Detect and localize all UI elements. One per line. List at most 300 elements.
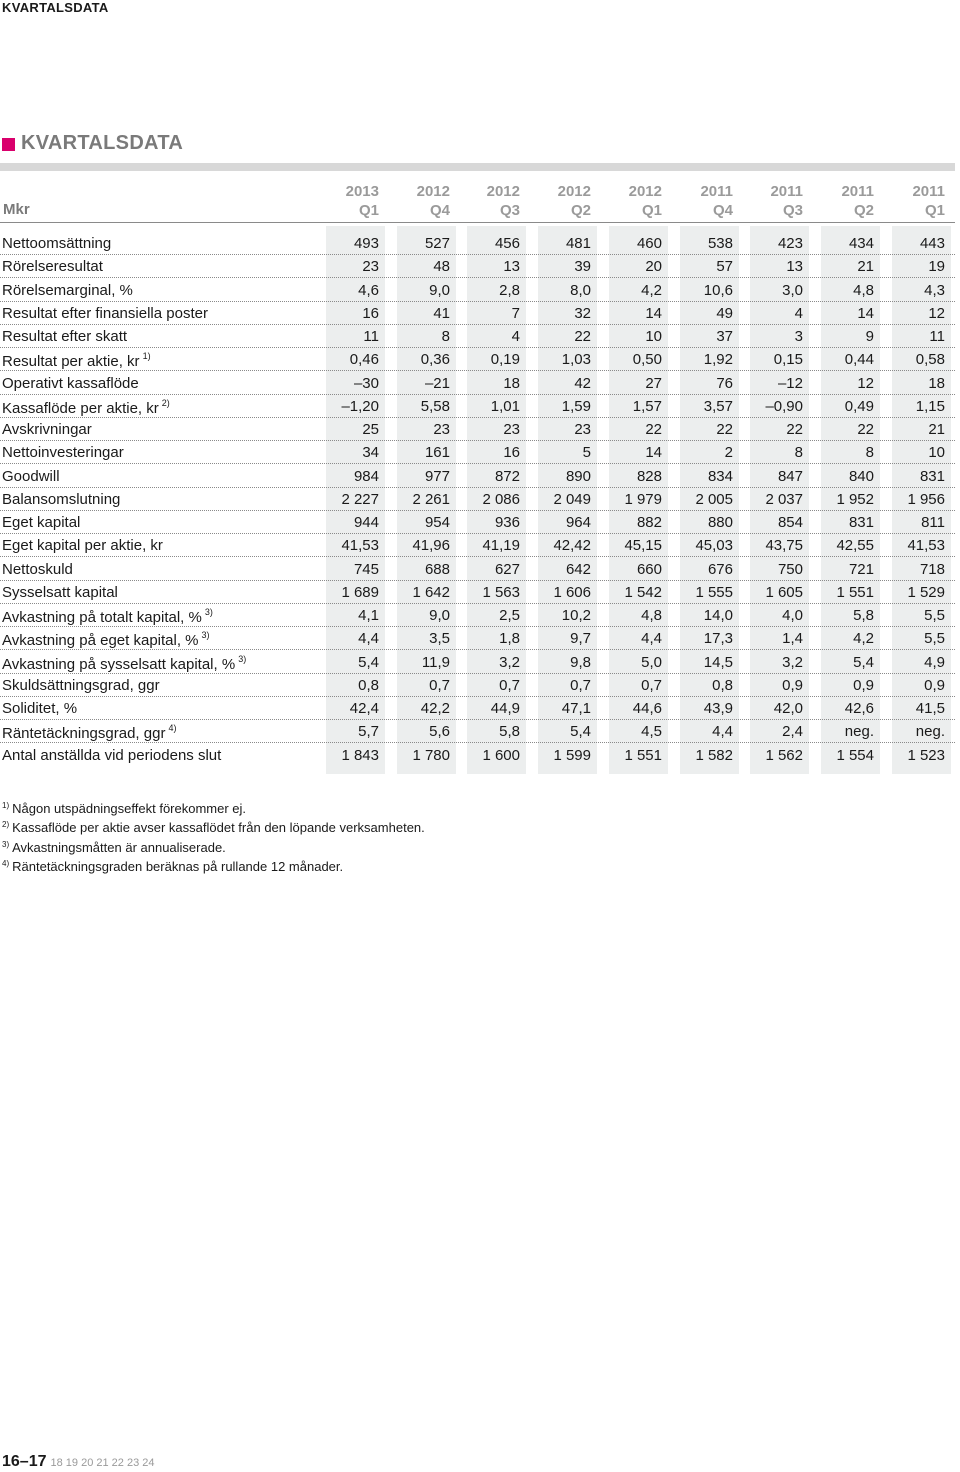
running-header: KVARTALSDATA	[2, 0, 109, 15]
table-cell: 1 529	[907, 583, 945, 601]
footnotes	[2, 798, 425, 875]
table-cell: 4	[511, 328, 520, 345]
table-cell: 5,8	[499, 723, 520, 741]
table-cell: 41,53	[341, 537, 379, 555]
column-year: 2011	[841, 183, 874, 200]
table-cell: 0,44	[844, 351, 874, 369]
table-cell: 13	[786, 258, 803, 276]
column-header	[875, 182, 945, 220]
table-cell: 20	[645, 258, 662, 276]
column-header	[733, 182, 803, 220]
table-cell: 1 555	[695, 583, 733, 601]
table-row	[0, 278, 955, 302]
column-quarter: Q2	[853, 202, 874, 219]
table-cell: 12	[857, 374, 874, 392]
table-cell: 57	[716, 258, 733, 276]
table-cell: 1 551	[624, 746, 662, 764]
table-row	[0, 626, 955, 650]
table-cell: 854	[777, 514, 803, 531]
table-cell: 1,03	[561, 351, 591, 369]
column-header	[380, 182, 450, 220]
table-cell: 1 551	[836, 583, 874, 601]
table-cell: 1 563	[482, 583, 520, 601]
table-row	[0, 464, 955, 488]
table-row	[0, 231, 955, 255]
table-cell: 5,58	[420, 397, 450, 415]
table-cell: 977	[424, 467, 450, 485]
table-cell: 5,4	[570, 723, 591, 741]
row-label: Avkastning på totalt kapital, % $^{3)}$	[2, 607, 213, 626]
row-label: Eget kapital	[2, 514, 81, 531]
table-cell: 25	[362, 421, 379, 438]
table-cell: 43,75	[765, 537, 803, 555]
table-cell: 3,5	[429, 630, 450, 648]
table-cell: 21	[857, 258, 874, 276]
table-cell: 32	[574, 304, 591, 322]
table-cell: 41,53	[907, 537, 945, 555]
table-row	[0, 347, 955, 371]
footnote: $^{1)}$ Någon utspädningseffekt förekommer ej.	[2, 801, 247, 816]
table-row	[0, 371, 955, 395]
table-cell: 890	[565, 467, 591, 485]
table-row	[0, 324, 955, 348]
table-cell: 627	[494, 560, 520, 578]
table-cell: 5,0	[641, 653, 662, 671]
table-cell: 481	[565, 235, 591, 252]
table-cell: 14	[857, 304, 874, 322]
row-label: Goodwill	[2, 467, 60, 485]
table-cell: 14,0	[703, 607, 733, 624]
column-year: 2012	[557, 183, 591, 200]
row-label: Räntetäckningsgrad, ggr $^{4)}$	[2, 723, 177, 743]
table-row	[0, 440, 955, 464]
table-cell: 42,4	[349, 700, 379, 717]
footnote-marker: 4)	[168, 723, 177, 734]
table-cell: –1,20	[341, 397, 379, 415]
table-cell: 34	[362, 444, 379, 462]
table-cell: 423	[777, 235, 803, 252]
table-row	[0, 650, 955, 674]
table-cell: 4,5	[641, 723, 662, 741]
table-cell: 460	[636, 235, 662, 252]
table-cell: 39	[574, 258, 591, 276]
table-cell: 828	[636, 467, 662, 485]
table-cell: –21	[424, 374, 450, 392]
table-cell: 1 599	[553, 746, 591, 764]
table-cell: –30	[353, 374, 379, 392]
row-label: Nettoinvesteringar	[2, 444, 124, 462]
table-cell: 642	[565, 560, 591, 578]
row-label: Sysselsatt kapital	[2, 583, 118, 601]
table-cell: 22	[716, 421, 733, 438]
table-row	[0, 254, 955, 278]
table-cell: 8	[441, 328, 450, 345]
column-year: 2011	[912, 183, 945, 200]
table-cell: 1 979	[624, 490, 662, 508]
table-cell: 11	[929, 328, 945, 345]
table-cell: 1 956	[907, 490, 945, 508]
table-cell: 1 605	[765, 583, 803, 601]
table-cell: 44,9	[490, 700, 520, 717]
table-cell: 8	[865, 444, 874, 462]
table-cell: 49	[716, 304, 733, 322]
column-header	[521, 182, 591, 220]
table-cell: 16	[362, 304, 379, 322]
other-page-numbers[interactable]: 18 19 20 21 22 23 24	[50, 1457, 155, 1469]
table-cell: 1 780	[412, 746, 450, 764]
table-cell: 1 642	[412, 583, 450, 601]
table-cell: 676	[707, 560, 733, 578]
table-cell: 745	[353, 560, 379, 578]
row-label: Operativt kassaflöde	[2, 374, 139, 392]
table-cell: 5,7	[358, 723, 379, 741]
table-cell: 2 261	[412, 490, 450, 508]
table-cell: 2,5	[499, 607, 520, 624]
table-cell: 2 037	[765, 490, 803, 508]
table-cell: 2,8	[499, 281, 520, 299]
table-cell: 4,2	[641, 281, 662, 299]
table-cell: 4,8	[853, 281, 874, 299]
footnote: $^{4)}$ Räntetäckningsgraden beräknas på rullande 12 månader.	[2, 858, 344, 874]
table-cell: 42,6	[844, 700, 874, 717]
table-cell: 1,92	[703, 351, 733, 369]
table-row	[0, 719, 955, 743]
column-quarter: Q3	[499, 202, 520, 219]
table-cell: 41,19	[482, 537, 520, 555]
table-cell: 45,15	[624, 537, 662, 555]
page-navigation	[2, 1453, 154, 1471]
table-cell: 19	[928, 258, 945, 276]
column-year: 2011	[700, 183, 733, 200]
table-cell: 4,4	[712, 723, 733, 741]
table-cell: 0,8	[358, 676, 379, 694]
table-cell: 18	[928, 374, 945, 392]
table-cell: 161	[424, 444, 450, 462]
table-cell: 4,2	[853, 630, 874, 648]
table-cell: 840	[848, 467, 874, 485]
table-cell: 1 554	[836, 746, 874, 764]
unit-label: Mkr	[3, 201, 30, 218]
table-cell: 22	[574, 328, 591, 345]
footnote-marker: 3)	[238, 653, 247, 664]
table-cell: 1,4	[782, 630, 803, 648]
table-cell: 11,9	[421, 653, 450, 671]
table-cell: 0,49	[844, 397, 874, 415]
table-cell: 5,4	[358, 653, 379, 671]
table-cell: 12	[928, 304, 945, 322]
table-cell: 43,9	[703, 700, 733, 717]
table-cell: 2	[724, 444, 733, 462]
table-cell: 14	[645, 304, 662, 322]
table-cell: 0,46	[349, 351, 379, 369]
row-label: Skuldsättningsgrad, ggr	[2, 676, 160, 694]
table-cell: 2 049	[553, 490, 591, 508]
table-cell: 0,36	[420, 351, 450, 369]
table-cell: 750	[777, 560, 803, 578]
table-cell: 42,55	[836, 537, 874, 555]
table-cell: 0,19	[490, 351, 520, 369]
table-cell: 660	[636, 560, 662, 578]
table-cell: 0,9	[782, 676, 803, 694]
table-cell: 4,8	[641, 607, 662, 624]
table-cell: 944	[353, 514, 379, 531]
table-cell: 4,6	[358, 281, 379, 299]
column-quarter: Q1	[641, 202, 662, 219]
table-cell: 984	[353, 467, 379, 485]
table-cell: 434	[848, 235, 874, 252]
table-cell: 2 227	[341, 490, 379, 508]
table-cell: 3,2	[782, 653, 803, 671]
table-cell: 527	[424, 235, 450, 252]
table-cell: 0,7	[641, 676, 662, 694]
table-cell: 3,2	[499, 653, 520, 671]
table-cell: 3,0	[782, 281, 803, 299]
table-cell: 22	[857, 421, 874, 438]
table-cell: 0,7	[499, 676, 520, 694]
table-row	[0, 394, 955, 418]
table-cell: 831	[919, 467, 945, 485]
table-row	[0, 696, 955, 720]
table-cell: 10	[928, 444, 945, 462]
table-cell: 721	[848, 560, 874, 578]
current-page-number: 16–17	[2, 1453, 47, 1470]
table-cell: 4,4	[641, 630, 662, 648]
row-label: Rörelseresultat	[2, 258, 103, 276]
table-cell: 0,9	[853, 676, 874, 694]
table-cell: 1,8	[499, 630, 520, 648]
row-label: Resultat efter finansiella poster	[2, 304, 208, 322]
table-cell: 5,6	[429, 723, 450, 741]
table-row	[0, 743, 955, 766]
row-label: Avskrivningar	[2, 421, 92, 438]
column-quarter: Q2	[570, 202, 591, 219]
table-cell: 964	[565, 514, 591, 531]
column-quarter: Q4	[712, 202, 733, 219]
table-cell: 9,0	[429, 281, 450, 299]
table-cell: 8,0	[570, 281, 591, 299]
table-cell: 41,96	[412, 537, 450, 555]
table-cell: 42,42	[553, 537, 591, 555]
table-cell: 0,50	[632, 351, 662, 369]
top-rule	[0, 163, 955, 171]
table-cell: 0,7	[570, 676, 591, 694]
table-cell: 42,2	[420, 700, 450, 717]
table-row	[0, 673, 955, 697]
table-cell: 0,8	[712, 676, 733, 694]
column-quarter: Q3	[782, 202, 803, 219]
table-cell: 5,8	[853, 607, 874, 624]
table-cell: 1 542	[624, 583, 662, 601]
table-cell: 538	[707, 235, 733, 252]
table-cell: 872	[494, 467, 520, 485]
table-row	[0, 603, 955, 627]
table-cell: 0,7	[429, 676, 450, 694]
table-cell: 1 689	[341, 583, 379, 601]
table-cell: 4,9	[924, 653, 945, 671]
row-label: Kassaflöde per aktie, kr $^{2)}$	[2, 397, 170, 417]
row-label: Avkastning på eget kapital, % $^{3)}$	[2, 630, 210, 650]
footnote-marker: 1)	[142, 351, 151, 362]
table-cell: 41	[433, 304, 450, 322]
table-cell: 5,5	[924, 630, 945, 648]
table-cell: 1,15	[915, 397, 945, 415]
table-cell: 48	[433, 258, 450, 276]
table-cell: 10,6	[703, 281, 733, 299]
column-quarter: Q4	[429, 202, 450, 219]
table-cell: 718	[919, 560, 945, 578]
table-cell: 0,9	[924, 676, 945, 694]
column-quarter: Q1	[358, 202, 379, 219]
table-cell: 1 600	[482, 746, 520, 764]
table-cell: 2 086	[482, 490, 520, 508]
table-cell: 882	[636, 514, 662, 531]
table-cell: 5,4	[853, 653, 874, 671]
table-cell: 45,03	[695, 537, 733, 555]
section-title	[2, 132, 183, 155]
table-cell: 41,5	[915, 700, 945, 717]
table-row	[0, 487, 955, 511]
table-cell: 847	[777, 467, 803, 485]
column-header	[309, 182, 379, 220]
table-cell: 443	[919, 235, 945, 252]
table-cell: 23	[574, 421, 591, 438]
column-header	[804, 182, 874, 220]
table-cell: 47,1	[561, 700, 591, 717]
table-row	[0, 510, 955, 534]
table-cell: 834	[707, 467, 733, 485]
table-row	[0, 580, 955, 604]
table-cell: 10	[645, 328, 662, 345]
row-label: Nettoskuld	[2, 560, 73, 578]
footnote: $^{3)}$ Avkastningsmåtten är annualiserade.	[2, 839, 226, 855]
table-row	[0, 533, 955, 557]
table-cell: 1 952	[836, 490, 874, 508]
table-cell: 14,5	[703, 653, 733, 671]
table-cell: 42,0	[773, 700, 803, 717]
table-cell: 456	[494, 235, 520, 252]
table-row	[0, 301, 955, 325]
table-cell: 9	[865, 328, 874, 345]
table-cell: 493	[353, 235, 379, 252]
table-cell: 811	[921, 514, 945, 531]
table-cell: 37	[716, 328, 733, 345]
table-cell: 0,58	[915, 351, 945, 369]
table-cell: 21	[928, 421, 945, 438]
row-label: Resultat efter skatt	[2, 328, 128, 345]
table-cell: 4,1	[358, 607, 379, 624]
table-cell: 1 606	[553, 583, 591, 601]
column-year: 2012	[486, 183, 520, 200]
table-cell: 16	[503, 444, 520, 462]
footnote-marker: 2)	[161, 397, 170, 408]
table-cell: neg.	[844, 723, 874, 741]
table-cell: 1 843	[341, 746, 379, 764]
table-cell: 2,4	[782, 723, 803, 741]
table-cell: 3,57	[703, 397, 733, 415]
row-label: Balansomslutning	[2, 490, 121, 508]
table-cell: 4,0	[782, 607, 803, 624]
table-cell: 954	[424, 514, 450, 531]
table-cell: 936	[494, 514, 520, 531]
table-cell: –12	[777, 374, 803, 392]
row-label: Soliditet, %	[2, 700, 78, 717]
table-cell: 17,3	[703, 630, 733, 648]
table-cell: 9,8	[570, 653, 591, 671]
column-year: 2011	[770, 183, 803, 200]
table-cell: 1 523	[907, 746, 945, 764]
table-cell: neg.	[915, 723, 945, 741]
table-cell: 880	[707, 514, 733, 531]
table-cell: 23	[362, 258, 379, 276]
column-year: 2012	[628, 183, 662, 200]
footnote: $^{2)}$ Kassaflöde per aktie avser kassaflödet från den löpande verksamheten.	[2, 820, 425, 836]
title-square-icon	[2, 138, 15, 151]
table-cell: 11	[363, 328, 379, 345]
row-label: Eget kapital per aktie, kr	[2, 537, 163, 555]
table-cell: 7	[511, 304, 520, 322]
table-cell: 1 562	[765, 746, 803, 764]
table-cell: 3	[794, 328, 803, 345]
table-cell: 1 582	[695, 746, 733, 764]
column-quarter: Q1	[924, 202, 945, 219]
row-label: Antal anställda vid periodens slut	[2, 746, 222, 764]
footnote-marker: 3)	[201, 630, 210, 641]
table-cell: 4	[794, 304, 803, 322]
section-title-text: KVARTALSDATA	[21, 132, 184, 154]
column-year: 2013	[345, 183, 379, 200]
table-cell: 23	[433, 421, 450, 438]
table-cell: 688	[424, 560, 450, 578]
row-label: Resultat per aktie, kr $^{1)}$	[2, 351, 151, 371]
header-rule	[0, 222, 955, 223]
row-label: Nettoomsättning	[2, 235, 112, 252]
column-header	[450, 182, 520, 220]
table-cell: 22	[645, 421, 662, 438]
table-cell: 23	[503, 421, 520, 438]
footnote-marker: 3)	[204, 607, 213, 617]
row-label: Rörelsemarginal, %	[2, 281, 133, 299]
column-header	[592, 182, 662, 220]
table-cell: 5	[582, 444, 591, 462]
table-cell: 0,15	[773, 351, 803, 369]
table-cell: 76	[716, 374, 733, 392]
table-cell: 4,3	[924, 281, 945, 299]
table-cell: 44,6	[632, 700, 662, 717]
table-cell: 22	[786, 421, 803, 438]
table-cell: 2 005	[695, 490, 733, 508]
table-cell: 10,2	[561, 607, 591, 624]
table-cell: 14	[645, 444, 662, 462]
table-cell: 5,5	[924, 607, 945, 624]
table-row	[0, 557, 955, 581]
table-cell: 1,57	[632, 397, 662, 415]
table-cell: –0,90	[765, 397, 803, 415]
table-cell: 9,7	[570, 630, 591, 648]
row-label: Avkastning på sysselsatt kapital, % $^{3)}$	[2, 653, 247, 673]
table-cell: 13	[503, 258, 520, 276]
column-header	[663, 182, 733, 220]
column-year: 2012	[416, 183, 450, 200]
table-cell: 18	[503, 374, 520, 392]
table-cell: 8	[794, 444, 803, 462]
table-cell: 4,4	[358, 630, 379, 648]
table-cell: 9,0	[429, 607, 450, 624]
table-cell: 1,01	[490, 397, 520, 415]
table-cell: 1,59	[561, 397, 591, 415]
table-cell: 831	[848, 514, 874, 531]
table-cell: 42	[574, 374, 591, 392]
table-cell: 27	[645, 374, 662, 392]
